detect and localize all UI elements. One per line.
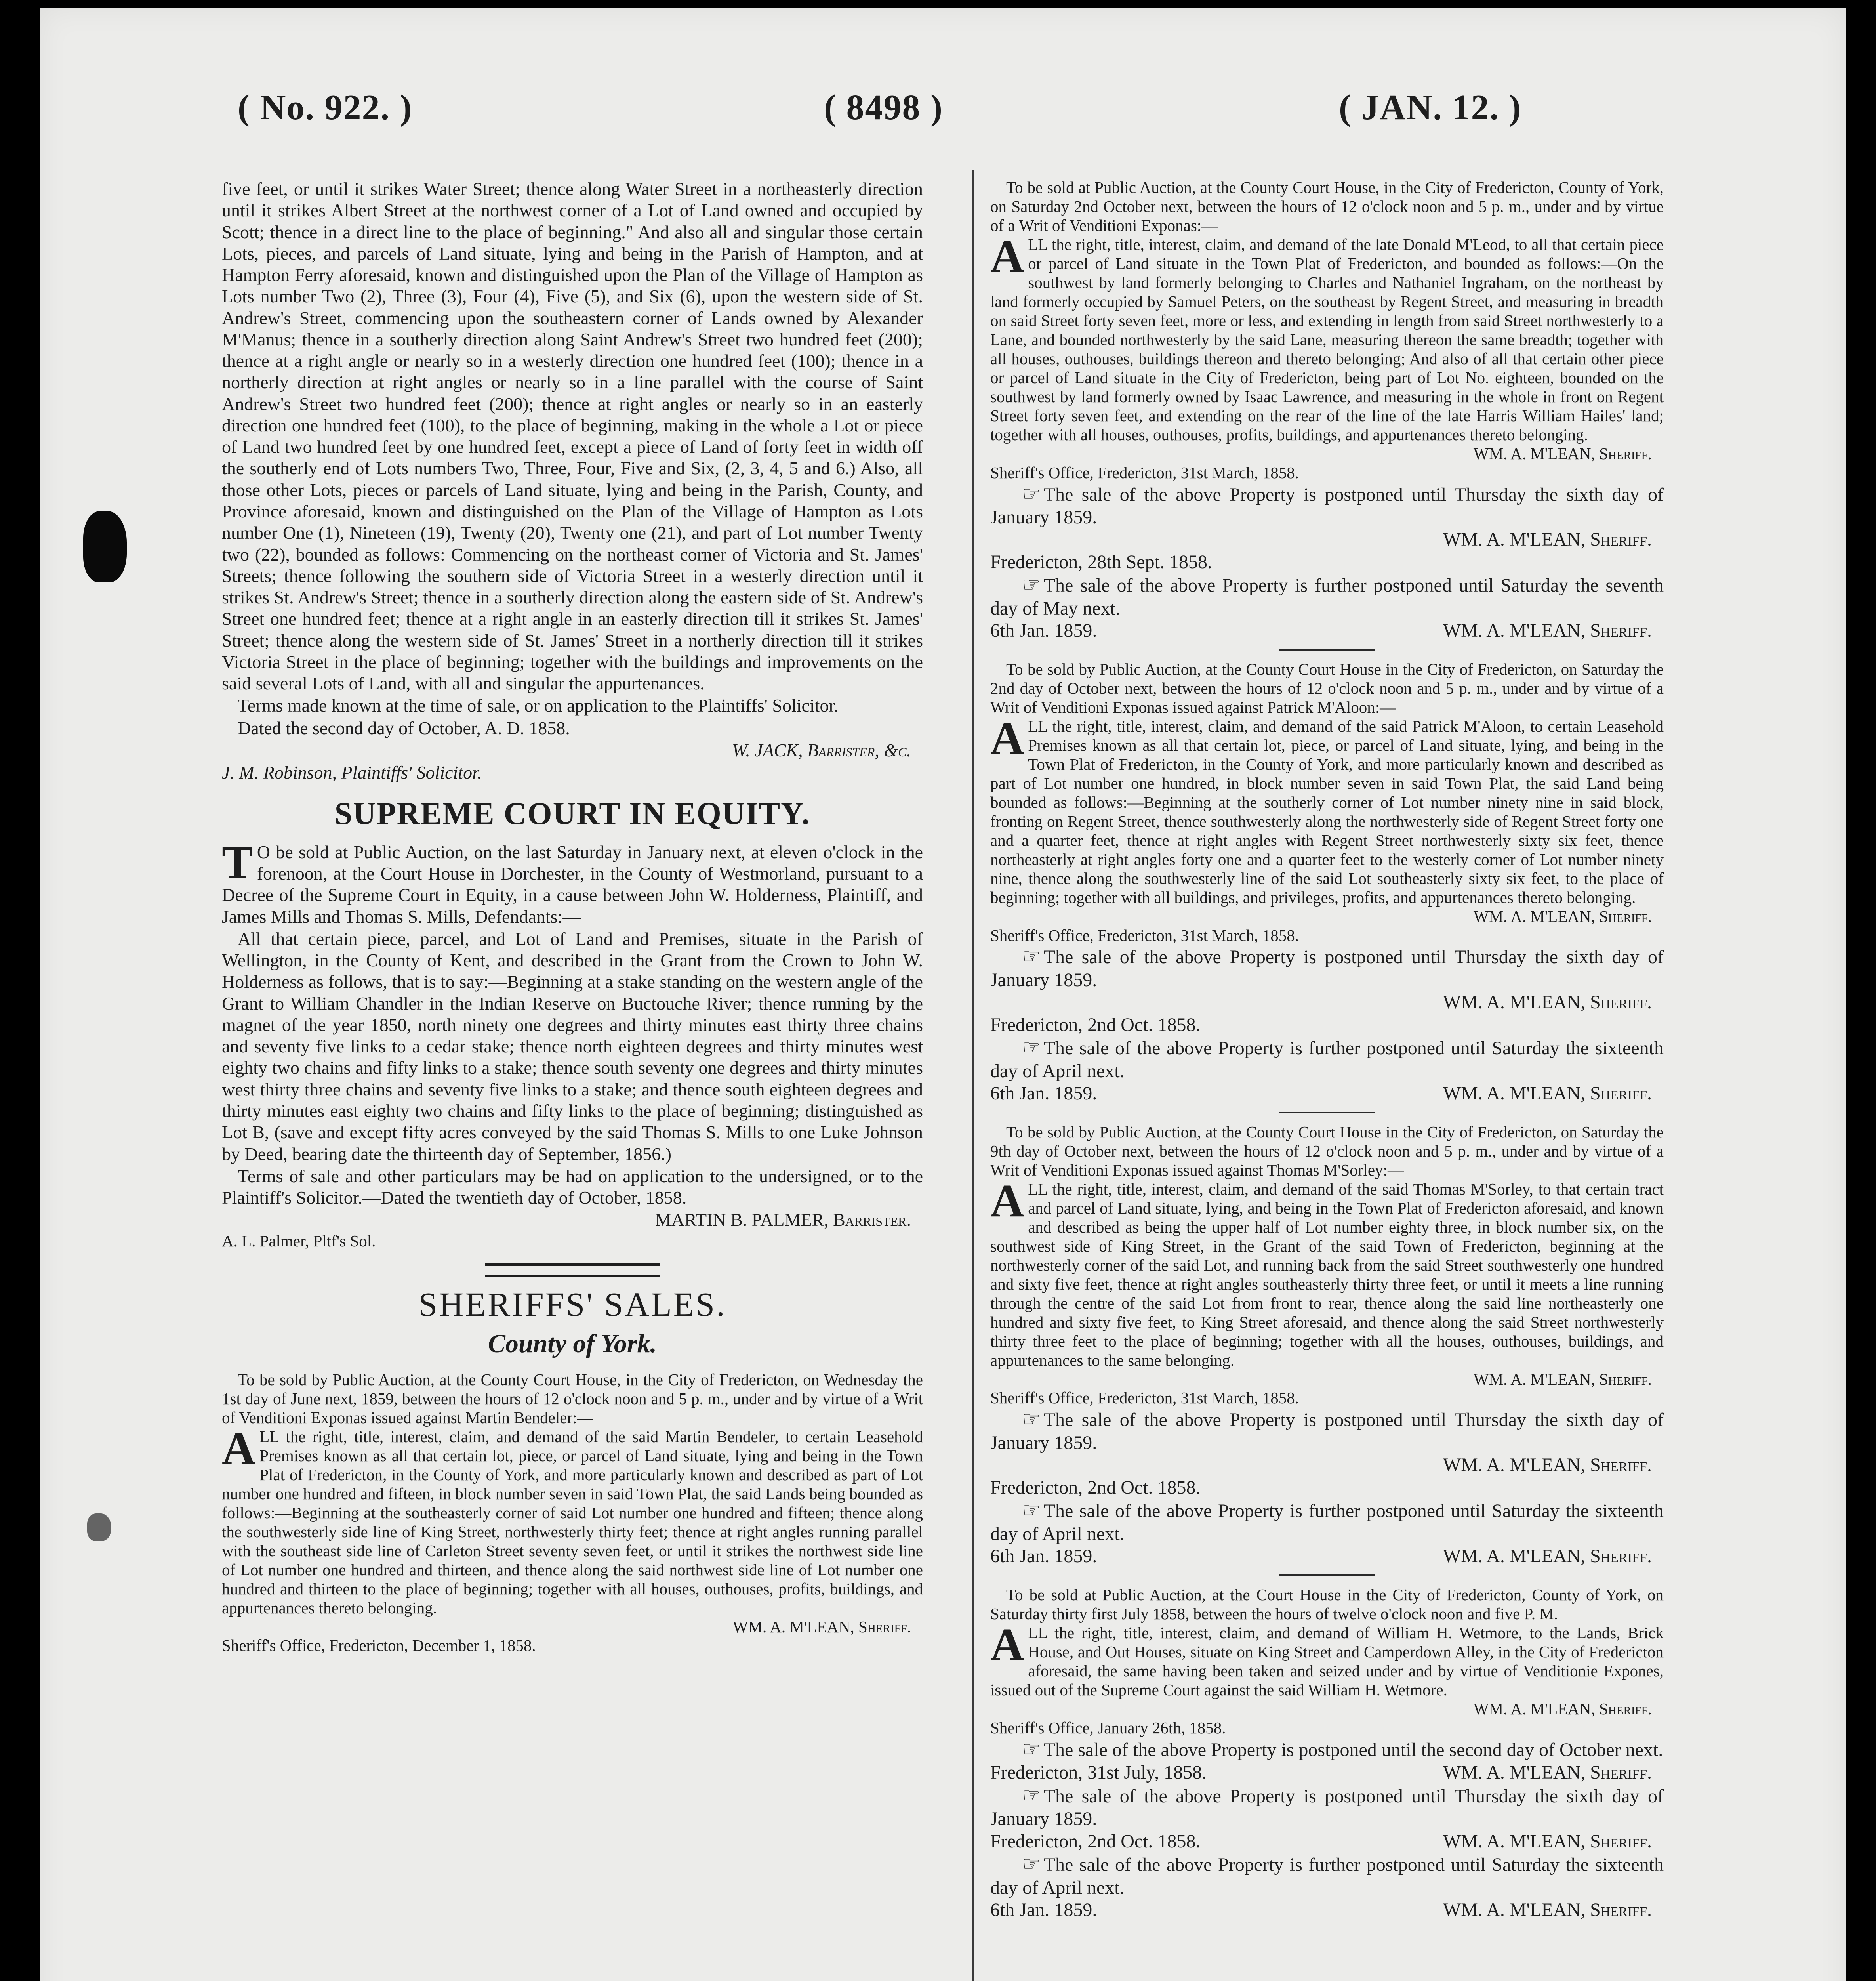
sale-bendeler-signature: WM. A. M'LEAN, Sheriff. [732,1617,911,1636]
post1-date: Fredericton, 31st July, 1858. [990,1762,1207,1783]
signature-al-palmer: A. L. Palmer, Pltf's Sol. [222,1231,376,1250]
pointing-hand-icon: ☞ [1022,1499,1041,1522]
sale-maloon-office: Sheriff's Office, Fredericton, 31st March, 1858. [990,926,1299,945]
sale-mcleod-postponement-1 [990,483,1664,529]
sale-msorley-signature: WM. A. M'LEAN, Sheriff. [1473,1370,1652,1388]
sale-wetmore-postponement-1 [990,1738,1664,1762]
post2-date: 6th Jan. 1859. [990,1082,1097,1104]
sale-msorley-postponement-1 [990,1408,1664,1454]
sale-msorley-office: Sheriff's Office, Fredericton, 31st March, 1858. [990,1389,1299,1407]
divider [1279,1112,1375,1113]
sale-bendeler-dropcap: A [222,1422,256,1474]
equity-terms: Terms of sale and other particulars may be had on application to the undersigned, or to the Plaintiff's Solicitor.—Dated the twentieth day of October, 1858. [222,1166,923,1208]
sale-msorley-body-text: LL the right, title, interest, claim, and demand of the said Thomas M'Sorley, to that certain tract and parcel of Land situate, lying, and being in the Town Plat of Fredericton aforesaid, and known and described as being the upper half of Lot number eighty three, in block number six, on the southwest side of King Street, in the Grant of the said Town of Fredericton, beginning at the northwesterly corner of the said Lot, and running back from the said Street southwesterly one hundred and sixty five feet, thence at right angles southeasterly thirty three feet, or until it meets a line running through the centre of the said Lot from front to rear, thence along the said line northeasterly one hundred and sixty five feet, to King Street aforesaid, and thence along the said Street northwesterly thirty three feet to the place of beginning; together with all the houses, outhouses, buildings, and appurtenances to the same belonging. [990,1179,1664,1369]
equity-body: All that certain piece, parcel, and Lot of Land and Premises, situate in the Parish of Wellington, in the County of Kent, and described in the Grant from the Crown to John W. Holderness as follows, that is to say:—Beginning at a stake standing on the western angle of the Grant to William Chandler in the Indian Reserve on Buctouche River; thence running by the magnet of the year 1850, north ninety one degrees and thirty minutes east thirty three chains and seventy five links to a cedar stake; thence north eighteen degrees and thirty minutes west eighty two chains and fifty links to a stake; thence south seventy one degrees and thirty minutes west thirty three chains and seventy five links to a stake; and thence south eighteen degrees and thirty minutes east eighty two chains and fifty links to the place of beginning; distinguished as Lot B, (save and except fifty acres conveyed by the said Thomas S. Mills to one Luke Johnson by Deed, bearing date the thirteenth day of September, 1856.) [222,928,923,1164]
sale-wetmore-postponement-3 [990,1853,1664,1899]
pointing-hand-icon: ☞ [1022,483,1041,506]
post2-signature: WM. A. M'LEAN, Sheriff. [1443,620,1652,641]
equity-dropcap: T [222,836,253,888]
dated-text: Dated the second day of October, A. D. 1858. [238,718,570,738]
equity-intro-text: O be sold at Public Auction, on the last Saturday in January next, at eleven o'clock in the forenoon, at the Court House in Dorchester, in the County of Westmorland, pursuant to a Decree of the Supreme Court in Equity, in a cause between John W. Holderness, Plaintiff, and James Mills and Thomas S. Mills, Defendants:— [222,842,923,927]
sale-mcleod-postponement-2 [990,573,1664,620]
sale-wetmore-body [990,1618,1664,1700]
left-column [222,178,923,1655]
sale-maloon-post1-date: Fredericton, 2nd Oct. 1858. [990,1014,1201,1035]
post1-signature: WM. A. M'LEAN, Sheriff. [1443,1762,1652,1783]
equity-heading: SUPREME COURT IN EQUITY. [334,796,810,832]
sale-maloon [990,660,1664,1105]
county-heading: County of York. [488,1329,657,1359]
continued-notice-text: five feet, or until it strikes Water Street; thence along Water Street in a northeasterly direction until it strikes Albert Street at the northwest corner of a Lot of Land owned and occupied by Scott; thence in a direct line to the place of beginning." And also all and singular those certain Lots, pieces, and parcels of Land situate, lying and being in the Parish of Hampton, and at Hampton Ferry aforesaid, known and distinguished upon the Plan of the Village of Hampton as Lots number Two (2), Three (3), Four (4), Five (5), and Six (6), upon the western side of St. Andrew's Street, commencing upon the southeastern corner of Lands owned by Alexander M'Manus; thence in a southerly direction along Saint Andrew's Street two hundred feet (200); thence at a right angle or nearly so in a westerly direction one hundred feet (100); thence in a northerly direction at right angles or nearly so in a line parallel with the course of Saint Andrew's Street two hundred feet (200); thence at right angles or nearly so in an easterly direction one hundred feet (100), to the place of beginning, making in the whole a Lot or piece of Land two hundred feet by one hundred feet, except a piece of Land of forty feet in width off the southerly end of Lots numbers Two, Three, Four, Five and Six, (2, 3, 4, 5 and 6.) Also, all those other Lots, pieces or parcels of Land situate, lying and being in the Parish, County, and Province aforesaid, known and distinguished on the Plan of the Village of Hampton as Lots number One (1), Nineteen (19), Twenty (20), Twenty one (21), and part of Lot number Twenty two (22), bounded as follows: Commencing on the northeast corner of Victoria and St. James' Streets; thence following the southern side of Victoria Street in a westerly direction until it strikes St. Andrew's Street; thence in a southerly direction along the eastern side of St. Andrew's Street one hundred feet; thence at a right angle in an easterly direction till it strikes St. James' Street; thence along the western side of St. James' Street in a northerly direction till it strikes Victoria Street in the place of beginning; together with the buildings and improvements on the said several Lots of Land, with all and singular the appurtenances. [222,179,923,694]
binding-hole-lower [87,1513,111,1541]
sale-maloon-postponement-1 [990,945,1664,991]
post2-signature: WM. A. M'LEAN, Sheriff. [1443,1545,1652,1567]
sale-maloon-body [990,712,1664,907]
pointing-hand-icon: ☞ [1022,1784,1041,1807]
sale-bendeler-body-text: LL the right, title, interest, claim, and demand of the said Martin Bendeler, to certain Leasehold Premises known as all that certain lot, piece, or parcel of Land situate, lying and being in the Town Plat of Fredericton, in the County of York, and more particularly known and described as part of Lot number one hundred and fifteen, in block number seven in said Town Plat, the said Lands being bounded as follows:—Beginning at the southeasterly corner of said Lot number one hundred and fifteen; thence along the southwesterly side line of King Street, northwesterly thirty feet; thence at right angles running parallel with the southeast side line of Carleton Street seventy seven feet, or until it strikes the northwest side line of Lot number one hundred and thirteen, and thence along the said northwest side line of Lot number one hundred and thirteen to the place of beginning; together with all houses, outhouses, profits, buildings, and appurtenances thereto belonging. [222,1427,923,1617]
sale-msorley-postponement-2 [990,1499,1664,1545]
post2-signature: WM. A. M'LEAN, Sheriff. [1443,1082,1652,1104]
pointing-hand-icon: ☞ [1022,1738,1041,1761]
sale-mcleod [990,178,1664,642]
sale-wetmore-post3-line [990,1899,1664,1921]
section-rule [485,1263,660,1277]
postponement-text: The sale of the above Property is further postponed until Saturday the sixteenth day of April next. [990,1037,1664,1082]
sale-wetmore [990,1586,1664,1921]
postponement-text: The sale of the above Property is further postponed until Saturday the seventh day of May next. [990,574,1664,619]
terms-text: Terms made known at the time of sale, or on application to the Plaintiffs' Solicitor. [238,695,839,716]
sale-wetmore-body-text: LL the right, title, interest, claim, and demand of William H. Wetmore, to the Lands, Brick House, and Out Houses, situate on King Street and Camperdown Alley, in the City of Fredericton aforesaid, the same having been taken and seized under and by virtue of Venditionie Expones, issued out of the Supreme Court against the said William H. Wetmore. [990,1623,1664,1699]
binding-hole-upper [83,511,127,582]
sale-mcleod-post2-line [990,620,1664,642]
sale-mcleod-post1-date: Fredericton, 28th Sept. 1858. [990,551,1212,573]
postponement-text: The sale of the above Property is postponed until the second day of October next. [1043,1739,1663,1760]
sale-mcleod-intro: To be sold at Public Auction, at the County Court House, in the City of Fredericton, County of York, on Saturday 2nd October next, between the hours of 12 o'clock noon and 5 p. m., under and by virtue of a Writ of Venditioni Exponas:— [990,178,1664,235]
sale-bendeler [222,1370,923,1656]
post2-date: 6th Jan. 1859. [990,620,1097,641]
postponement-text: The sale of the above Property is postponed until Thursday the sixth day of January 1859. [990,1785,1664,1830]
post3-date: 6th Jan. 1859. [990,1899,1097,1920]
sale-mcleod-office: Sheriff's Office, Fredericton, 31st March, 1858. [990,463,1299,482]
postponement-text: The sale of the above Property is postponed until Thursday the sixth day of January 1859. [990,1409,1664,1454]
sale-maloon-postponement-2 [990,1036,1664,1082]
sale-wetmore-signature: WM. A. M'LEAN, Sheriff. [1473,1699,1652,1718]
divider [1279,1574,1375,1576]
sale-maloon-post2-line [990,1082,1664,1105]
sale-bendeler-office: Sheriff's Office, Fredericton, December 1, 1858. [222,1636,536,1655]
sale-mcleod-signature: WM. A. M'LEAN, Sheriff. [1473,444,1652,463]
pointing-hand-icon: ☞ [1022,1853,1041,1876]
pointing-hand-icon: ☞ [1022,573,1041,596]
sale-maloon-signature: WM. A. M'LEAN, Sheriff. [1473,907,1652,926]
signature-palmer: MARTIN B. PALMER, Barrister. [655,1210,911,1230]
post2-signature: WM. A. M'LEAN, Sheriff. [1443,1830,1652,1852]
page-number: ( 8498 ) [824,88,943,127]
sale-mcleod-post1-signature: WM. A. M'LEAN, Sheriff. [1443,529,1652,550]
divider [1279,649,1375,651]
sale-mcleod-body-text: LL the right, title, interest, claim, and demand of the late Donald M'Leod, to all that certain piece or parcel of Land situate in the Town Plat of Fredericton, and bounded as follows:—On the southwest by land formerly belonging to Charles and Nathaniel Ingraham, on the northeast by land formerly occupied by Samuel Peters, on the southeast by Regent Street, and measuring in breadth on said Street forty seven feet, more or less, and extending in length from said Street northwesterly to a Lane, and bounded northwesterly by the said Lane, measuring thereon the same breadth; together with all houses, outhouses, buildings thereon and thereto belonging; And also of all that certain other piece or parcel of Land situate in the City of Fredericton, being part of Lot No. eighteen, bounded on the southwest by land formerly owned by Isaac Lawrence, and measuring in the whole in front on Regent Street forty seven feet, and extending on the rear of the line of the late Harris William Hailes' land; together with all houses, outhouses, profits, buildings, and appurtenances thereto belonging. [990,235,1664,444]
column-divider [972,170,974,1981]
signature-jack: W. JACK, Barrister, &c. [732,740,911,760]
sale-wetmore-office: Sheriff's Office, January 26th, 1858. [990,1718,1226,1737]
sale-maloon-intro: To be sold by Public Auction, at the County Court House in the City of Fredericton, on Saturday the 2nd day of October next, between the hours of 12 o'clock noon and 5 p. m., under and by virtue of a Writ of Venditioni Exponas issued against Patrick M'Aloon:— [990,660,1664,716]
sale-mcleod-dropcap: A [990,230,1024,282]
sale-mcleod-body [990,230,1664,445]
sale-msorley-intro: To be sold by Public Auction, at the County Court House in the City of Fredericton, on Saturday the 9th day of October next, between the hours of 12 o'clock noon and 5 p. m., under and by virtue of a Writ of Venditioni Exponas issued against Thomas M'Sorley:— [990,1122,1664,1179]
sale-msorley-post2-line [990,1545,1664,1567]
sale-wetmore-intro: To be sold at Public Auction, at the Court House in the City of Fredericton, County of York, on Saturday thirty first July 1858, between the hours of twelve o'clock noon and five P. M. [990,1585,1664,1623]
pointing-hand-icon: ☞ [1022,1036,1041,1059]
signature-robinson: J. M. Robinson, Plaintiffs' Solicitor. [222,762,482,783]
equity-intro [222,836,923,928]
issue-date: ( JAN. 12. ) [1339,88,1522,127]
postponement-text: The sale of the above Property is postponed until Thursday the sixth day of January 1859. [990,484,1664,528]
postponement-text: The sale of the above Property is further postponed until Saturday the sixteenth day of April next. [990,1854,1664,1898]
sale-maloon-body-text: LL the right, title, interest, claim, and demand of the said Patrick M'Aloon, to certain Leasehold Premises known as all that certain lot, piece, or parcel of Land situate, lying, and being in the Town Plat of Fredericton, in the County of York, and more particularly known and described as part of Lot number one hundred, in block number seven in said Town Plat, the said Land being bounded as follows:—Beginning at the southerly corner of Lot number ninety nine in said block, fronting on Regent Street, thence southwesterly along the northwesterly side of Regent Street forty one and a quarter feet, thence at right angles with Regent Street northwesterly sixty six feet, thence northeasterly at right angles forty one and a quarter feet to the westerly corner of Lot number ninety nine, thence along the southwesterly line of the said Lot southeasterly sixty six feet, to the place of beginning; together with all buildings, and privileges, profits, and appurtenances thereto belonging. [990,717,1664,907]
pointing-hand-icon: ☞ [1022,1408,1041,1431]
sale-msorley [990,1123,1664,1567]
newspaper-page [40,8,1846,1981]
sale-msorley-body [990,1174,1664,1370]
post3-signature: WM. A. M'LEAN, Sheriff. [1443,1899,1652,1920]
postponement-text: The sale of the above Property is postponed until Thursday the sixth day of January 1859. [990,947,1664,991]
issue-number: ( No. 922. ) [238,88,413,127]
sale-wetmore-dropcap: A [990,1618,1024,1670]
right-column [990,178,1664,1921]
sale-wetmore-post2-line [990,1830,1664,1853]
sale-wetmore-post1-line [990,1762,1664,1784]
sale-bendeler-body [222,1422,923,1618]
sale-maloon-post1-signature: WM. A. M'LEAN, Sheriff. [1443,992,1652,1013]
sale-maloon-dropcap: A [990,712,1024,764]
pointing-hand-icon: ☞ [1022,945,1041,968]
postponement-text: The sale of the above Property is further postponed until Saturday the sixteenth day of April next. [990,1500,1664,1544]
post2-date: 6th Jan. 1859. [990,1545,1097,1567]
post2-date: Fredericton, 2nd Oct. 1858. [990,1830,1201,1852]
sale-bendeler-intro: To be sold by Public Auction, at the County Court House, in the City of Fredericton, on Wednesday the 1st day of June next, 1859, between the hours of 12 o'clock noon and 5 p. m., under and by virtue of a Writ of Venditioni Exponas issued against Martin Bendeler:— [222,1370,923,1427]
sale-msorley-post1-date: Fredericton, 2nd Oct. 1858. [990,1477,1201,1498]
sale-wetmore-postponement-2 [990,1784,1664,1830]
sale-msorley-post1-signature: WM. A. M'LEAN, Sheriff. [1443,1454,1652,1476]
sale-msorley-dropcap: A [990,1174,1024,1227]
sheriffs-sales-heading: SHERIFFS' SALES. [418,1285,726,1323]
